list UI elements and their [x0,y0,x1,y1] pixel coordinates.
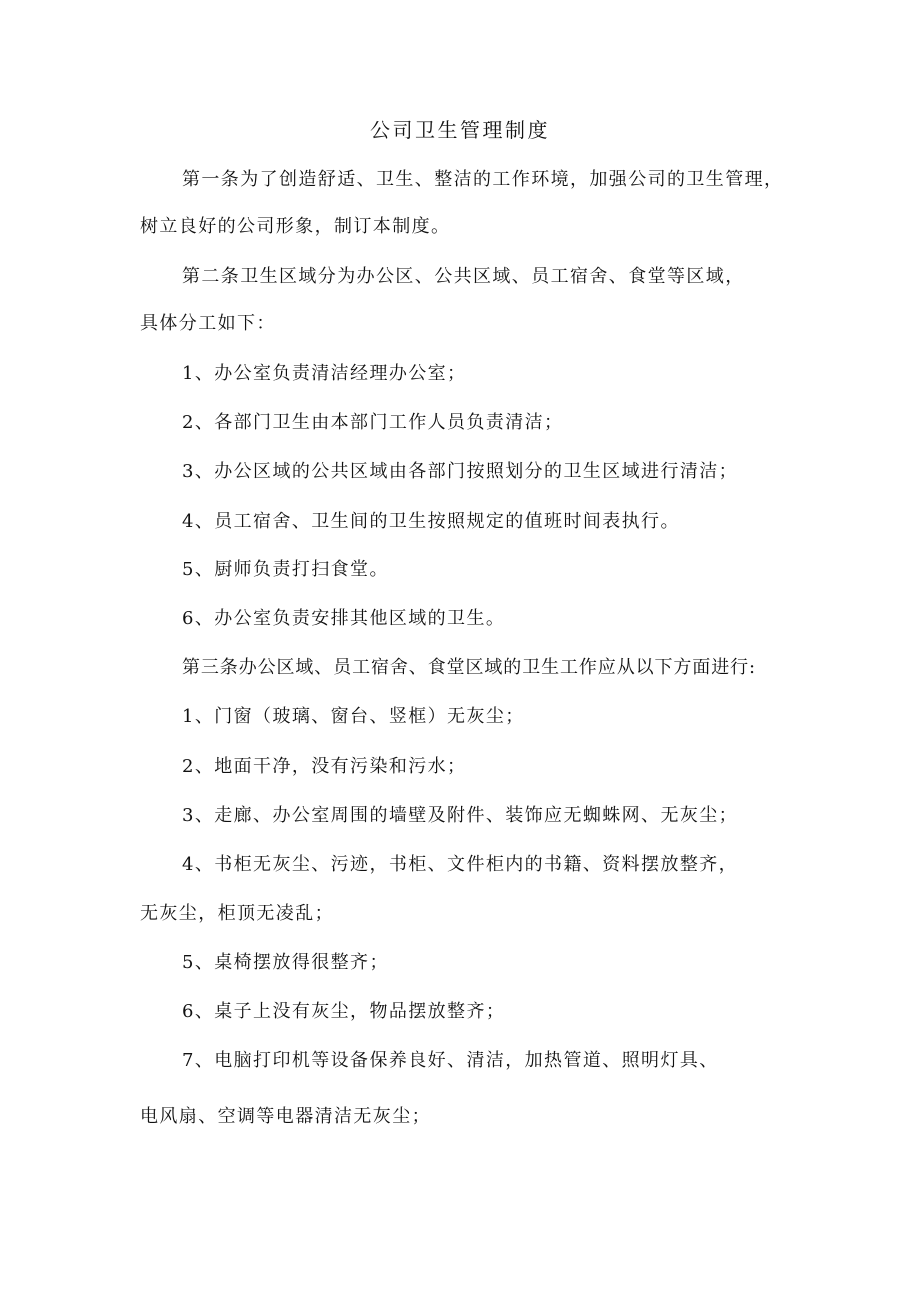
article-2-line-2: 具体分工如下： [140,313,276,334]
article-3-item-6: 6、桌子上没有灰尘，物品摆放整齐； [182,1001,506,1022]
article-2-item-1: 1、办公室负责清洁经理办公室； [182,363,467,384]
article-3-item-4-line-1: 4、书柜无灰尘、污迹，书柜、文件柜内的书籍、资料摆放整齐， [182,854,739,875]
article-2-item-6: 6、办公室负责安排其他区域的卫生。 [182,608,506,629]
article-1-line-2: 树立良好的公司形象，制订本制度。 [140,216,451,237]
article-3-item-3: 3、走廊、办公室周围的墙壁及附件、装饰应无蜘蛛网、无灰尘； [182,805,739,826]
article-3-item-2: 2、地面干净，没有污染和污水； [182,756,467,777]
article-3-item-1: 1、门窗（玻璃、窗台、竖框）无灰尘； [182,706,525,727]
article-2-item-4: 4、员工宿舍、卫生间的卫生按照规定的值班时间表执行。 [182,511,680,532]
article-3-line-1: 第三条办公区域、员工宿舍、食堂区域的卫生工作应从以下方面进行: [182,657,756,678]
document-title: 公司卫生管理制度 [370,118,550,142]
article-2-item-5: 5、厨师负责打扫食堂。 [182,559,389,580]
article-1-line-1: 第一条为了创造舒适、卫生、整洁的工作环境，加强公司的卫生管理， [182,169,784,190]
article-3-item-7-line-1: 7、电脑打印机等设备保养良好、清洁，加热管道、照明灯具、 [182,1050,719,1071]
article-2-item-3: 3、办公区域的公共区域由各部门按照划分的卫生区域进行清洁； [182,461,739,482]
article-2-item-2: 2、各部门卫生由本部门工作人员负责清洁； [182,412,564,433]
article-3-item-5: 5、桌椅摆放得很整齐； [182,952,389,973]
article-3-item-4-line-2: 无灰尘，柜顶无凌乱； [140,903,334,924]
article-2-line-1: 第二条卫生区域分为办公区、公共区域、员工宿舍、食堂等区域， [182,266,745,287]
article-3-item-7-line-2: 电风扇、空调等电器清洁无灰尘； [140,1106,431,1127]
